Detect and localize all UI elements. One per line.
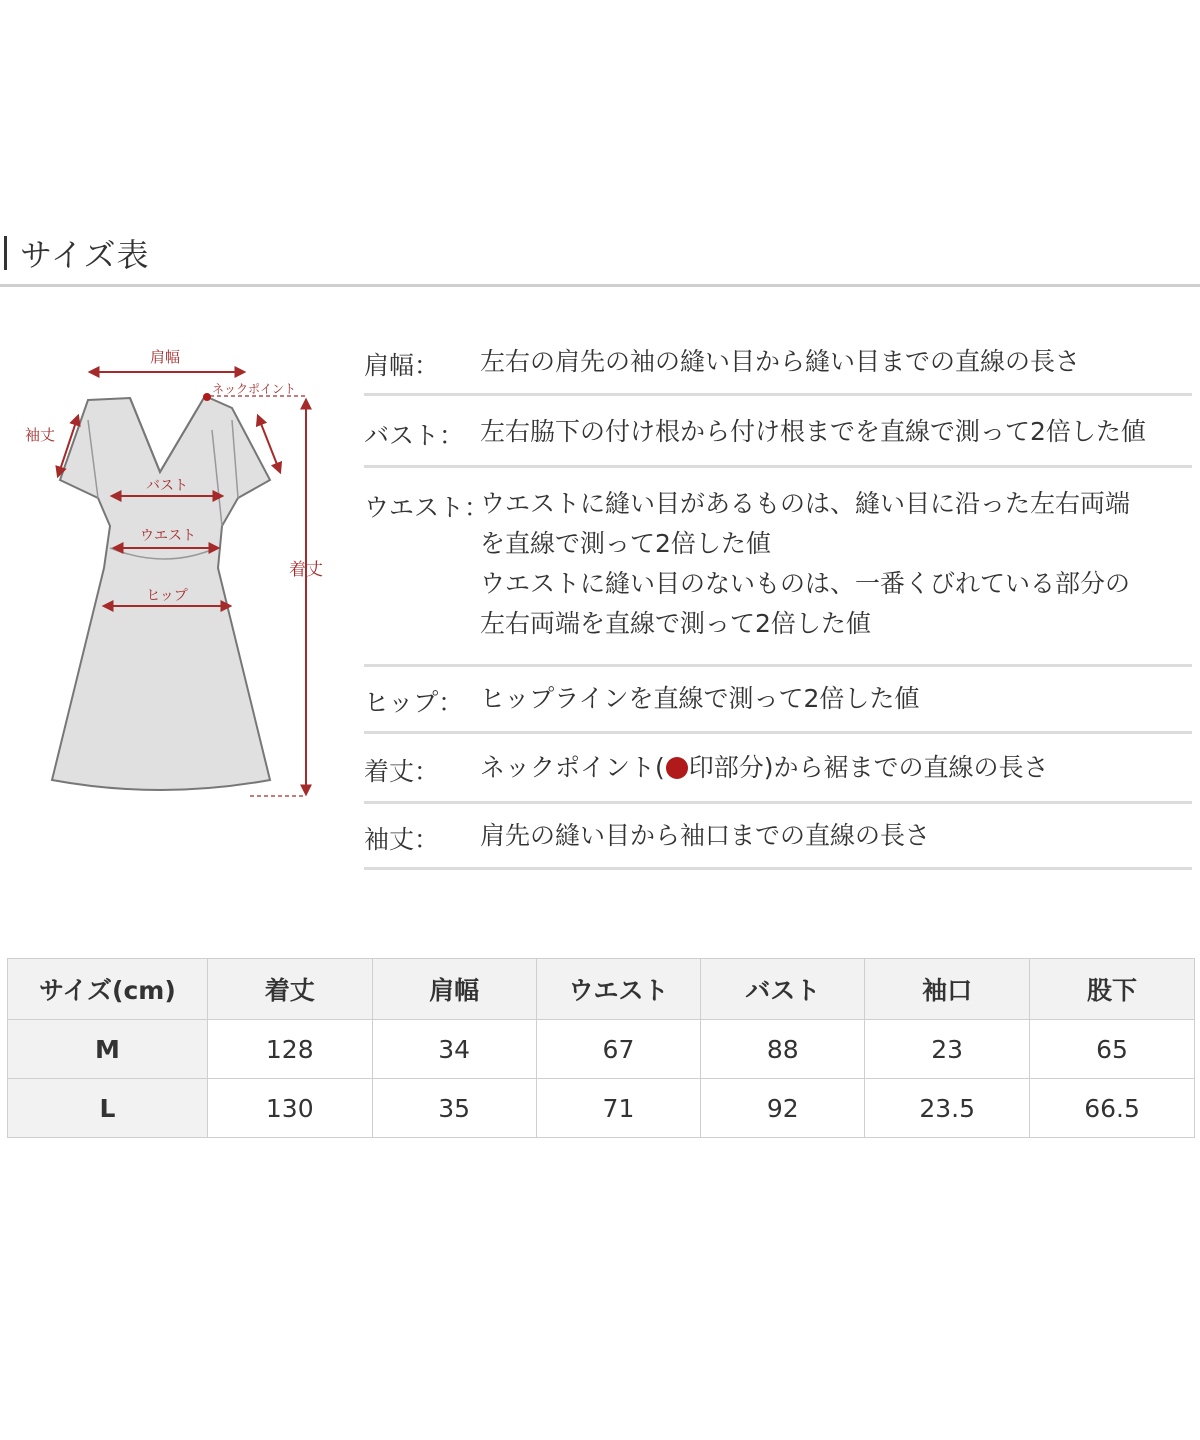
table-row <box>8 1079 1195 1138</box>
definition-row-sleeve <box>364 804 1192 870</box>
size-table <box>7 958 1195 1138</box>
label-waist: ウエスト <box>140 528 196 544</box>
definition-row-waist <box>364 468 1192 667</box>
table-cell: 34 <box>372 1020 536 1079</box>
table-header-row <box>8 959 1195 1020</box>
table-cell: 71 <box>536 1079 701 1138</box>
column-header: 股下 <box>1030 959 1195 1020</box>
definition-row-bust <box>364 396 1192 468</box>
definition-text <box>480 484 1192 644</box>
label-bust: バスト <box>146 478 188 494</box>
definition-text: 肩先の縫い目から袖口までの直線の長さ <box>480 821 931 850</box>
table-cell: 66.5 <box>1030 1079 1195 1138</box>
size-label: L <box>8 1079 208 1138</box>
table-cell: 88 <box>701 1020 865 1079</box>
definition-term: 袖丈： <box>364 825 440 854</box>
definition-text: ヒップラインを直線で測って2倍した値 <box>480 684 920 713</box>
label-length: 着丈 <box>289 560 323 580</box>
neck-point-dot <box>203 393 211 401</box>
definition-text <box>480 748 1192 788</box>
garment-diagram <box>0 330 340 820</box>
table-cell: 23.5 <box>865 1079 1030 1138</box>
definition-term: ヒップ： <box>364 688 464 717</box>
label-shoulder: 肩幅 <box>149 348 181 366</box>
definition-row-length <box>364 734 1192 804</box>
table-cell: 23 <box>865 1020 1030 1079</box>
column-header: 着丈 <box>207 959 372 1020</box>
definition-line: を直線で測って2倍した値 <box>480 529 771 558</box>
definition-term: ウエスト： <box>364 493 490 522</box>
table-cell: 128 <box>207 1020 372 1079</box>
measurement-definitions <box>364 330 1192 870</box>
definition-row-hip <box>364 667 1192 734</box>
definition-term: 肩幅： <box>364 351 440 380</box>
column-header: バスト <box>701 959 865 1020</box>
dress-illustration <box>0 330 340 820</box>
column-header: サイズ(cm) <box>8 959 208 1020</box>
section-header <box>0 228 1200 286</box>
label-hip: ヒップ <box>146 588 188 604</box>
definition-term: バスト： <box>364 421 465 450</box>
column-header: 袖口 <box>865 959 1030 1020</box>
definition-term: 着丈： <box>364 757 440 786</box>
label-neck-point: ネックポイント <box>212 382 297 396</box>
definition-row-shoulder <box>364 330 1192 396</box>
column-header: ウエスト <box>536 959 701 1020</box>
table-cell: 65 <box>1030 1020 1195 1079</box>
definition-text: 左右脇下の付け根から付け根までを直線で測って2倍した値 <box>480 417 1146 446</box>
size-label: M <box>8 1020 208 1079</box>
table-cell: 67 <box>536 1020 701 1079</box>
section-accent-bar <box>4 236 7 270</box>
label-sleeve: 袖丈 <box>24 426 56 444</box>
table-cell: 92 <box>701 1079 865 1138</box>
table-row <box>8 1020 1195 1079</box>
section-divider <box>0 284 1200 287</box>
definition-line: ウエストに縫い目があるものは、縫い目に沿った左右両端 <box>480 489 1131 518</box>
definition-text-part: 印部分)から裾までの直線の長さ <box>688 753 1049 782</box>
neck-point-dot-icon <box>666 757 688 779</box>
definition-line: ウエストに縫い目のないものは、一番くびれている部分の <box>480 569 1131 598</box>
section-title: サイズ表 <box>20 236 150 274</box>
definition-text: 左右の肩先の袖の縫い目から縫い目までの直線の長さ <box>480 347 1081 376</box>
definition-text-part: ネックポイント( <box>480 753 665 782</box>
table-cell: 130 <box>207 1079 372 1138</box>
definition-line: 左右両端を直線で測って2倍した値 <box>480 609 871 638</box>
column-header: 肩幅 <box>372 959 536 1020</box>
table-cell: 35 <box>372 1079 536 1138</box>
